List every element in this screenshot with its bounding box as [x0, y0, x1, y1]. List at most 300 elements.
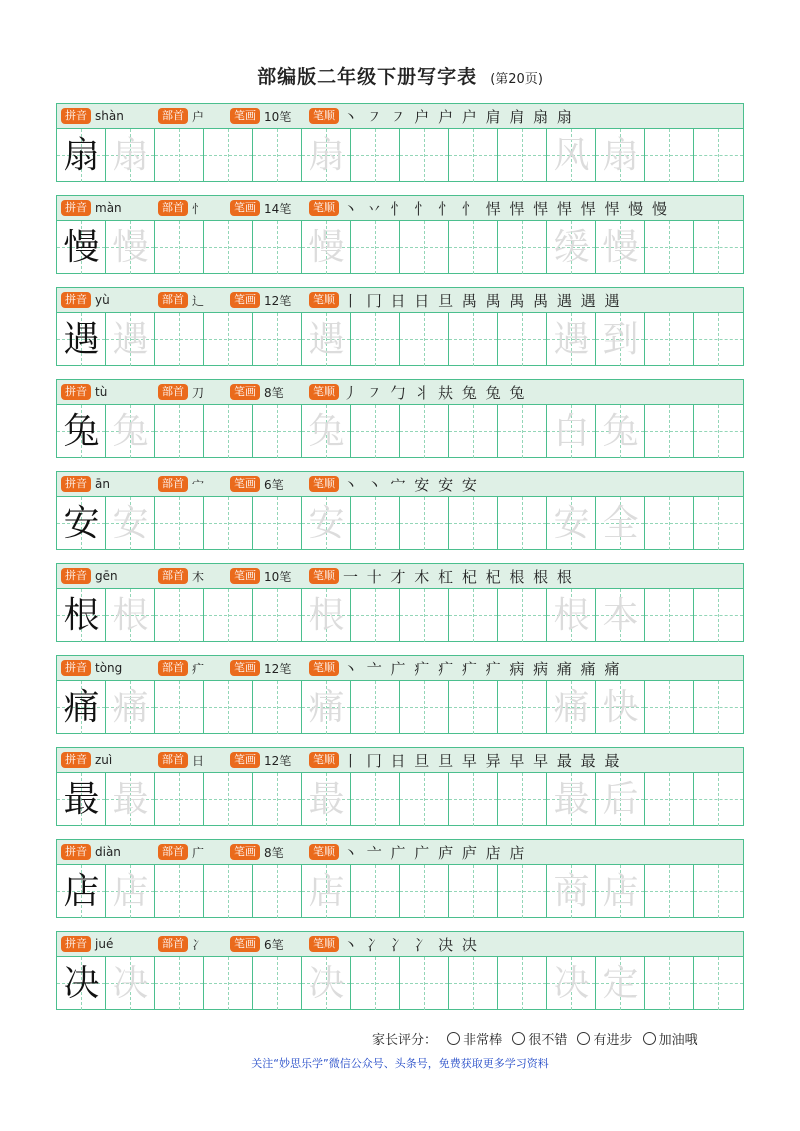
page-number: (第20页) — [490, 72, 543, 87]
pinyin-value: tòng — [95, 661, 123, 675]
writing-cell[interactable] — [596, 313, 645, 366]
word-character: 全 — [602, 503, 639, 544]
guide-line — [155, 247, 203, 248]
guide-line — [253, 799, 301, 800]
writing-cell[interactable] — [57, 221, 106, 274]
guide-line — [449, 707, 497, 708]
writing-cell[interactable] — [155, 313, 204, 366]
stroke-count-badge: 笔画 — [230, 936, 260, 952]
writing-cell[interactable] — [400, 497, 449, 550]
writing-cell[interactable] — [155, 773, 204, 826]
stroke-count-value: 6笔 — [264, 937, 284, 952]
word-character: 缓 — [553, 227, 590, 268]
guide-line — [449, 891, 497, 892]
writing-cell[interactable] — [547, 313, 596, 366]
pinyin-field — [61, 936, 113, 952]
writing-cell[interactable] — [155, 681, 204, 734]
page-title-bar — [0, 62, 800, 89]
stroke-order-value: 一 十 才 木 杠 杞 杞 根 根 根 — [343, 567, 574, 586]
trace-character: 遇 — [308, 319, 345, 360]
stroke-order-badge: 笔顺 — [309, 752, 339, 768]
writing-cell[interactable] — [351, 221, 400, 274]
writing-cell[interactable] — [498, 497, 547, 550]
guide-line — [351, 247, 399, 248]
writing-cell[interactable] — [253, 865, 302, 918]
guide-line — [204, 339, 252, 340]
pinyin-value: zuì — [95, 753, 113, 767]
writing-cell[interactable] — [645, 405, 694, 458]
writing-grid — [57, 497, 743, 550]
writing-cell[interactable] — [57, 865, 106, 918]
radical-field — [158, 844, 204, 860]
radio-circle-icon[interactable] — [447, 1032, 460, 1045]
writing-cell[interactable] — [645, 865, 694, 918]
rating-option[interactable]: 有进步 — [577, 1033, 632, 1048]
guide-line — [253, 707, 301, 708]
writing-cell[interactable] — [204, 773, 253, 826]
writing-cell[interactable] — [351, 865, 400, 918]
writing-cell[interactable] — [106, 405, 155, 458]
writing-cell[interactable] — [400, 405, 449, 458]
guide-line — [449, 431, 497, 432]
trace-character: 根 — [308, 595, 345, 636]
writing-cell[interactable] — [57, 957, 106, 1010]
writing-cell[interactable] — [155, 957, 204, 1010]
guide-line — [449, 983, 497, 984]
writing-cell[interactable] — [694, 957, 743, 1010]
guide-line — [351, 707, 399, 708]
guide-line — [253, 339, 301, 340]
writing-cell[interactable] — [204, 865, 253, 918]
writing-cell[interactable] — [645, 221, 694, 274]
word-character: 风 — [553, 135, 590, 176]
writing-cell[interactable] — [498, 313, 547, 366]
model-character: 兔 — [63, 411, 100, 452]
guide-line — [498, 891, 546, 892]
stroke-count-field — [230, 936, 284, 952]
radical-value: 日 — [192, 753, 205, 768]
writing-cell[interactable] — [302, 865, 351, 918]
writing-cell[interactable] — [694, 313, 743, 366]
writing-cell[interactable] — [204, 681, 253, 734]
guide-line — [694, 247, 743, 248]
writing-cell[interactable] — [400, 681, 449, 734]
guide-line — [155, 615, 203, 616]
writing-cell[interactable] — [302, 129, 351, 182]
trace-character: 最 — [308, 779, 345, 820]
word-character: 本 — [602, 595, 639, 636]
writing-cell[interactable] — [204, 405, 253, 458]
writing-cell[interactable] — [547, 681, 596, 734]
character-block — [56, 471, 744, 550]
radical-badge: 部首 — [158, 108, 188, 124]
character-info-header — [57, 656, 743, 681]
guide-line — [155, 891, 203, 892]
guide-line — [155, 339, 203, 340]
guide-line — [645, 339, 693, 340]
writing-cell[interactable] — [155, 129, 204, 182]
character-info-header — [57, 840, 743, 865]
writing-cell[interactable] — [302, 681, 351, 734]
guide-line — [253, 155, 301, 156]
word-character: 决 — [553, 963, 590, 1004]
guide-line — [694, 523, 743, 524]
writing-cell[interactable] — [57, 681, 106, 734]
trace-character: 扇 — [308, 135, 345, 176]
radical-value: 忄 — [192, 201, 205, 216]
character-block — [56, 563, 744, 642]
word-character: 白 — [553, 411, 590, 452]
writing-cell[interactable] — [400, 221, 449, 274]
pinyin-value: jué — [95, 937, 114, 951]
radical-badge: 部首 — [158, 476, 188, 492]
radical-field — [158, 384, 204, 400]
writing-cell[interactable] — [547, 221, 596, 274]
writing-cell[interactable] — [645, 497, 694, 550]
model-character: 决 — [63, 963, 100, 1004]
writing-cell[interactable] — [498, 405, 547, 458]
stroke-order-value: 丶 丶 宀 安 安 安 — [343, 475, 479, 494]
writing-cell[interactable] — [645, 681, 694, 734]
writing-cell[interactable] — [253, 405, 302, 458]
writing-cell[interactable] — [351, 129, 400, 182]
writing-cell[interactable] — [400, 773, 449, 826]
writing-cell[interactable] — [204, 129, 253, 182]
stroke-count-badge: 笔画 — [230, 108, 260, 124]
pinyin-badge: 拼音 — [61, 292, 91, 308]
character-block — [56, 747, 744, 826]
stroke-order-field — [309, 660, 621, 676]
writing-cell[interactable] — [694, 129, 743, 182]
writing-cell[interactable] — [596, 497, 645, 550]
writing-cell[interactable] — [449, 497, 498, 550]
character-info-header — [57, 472, 743, 497]
radio-circle-icon[interactable] — [643, 1032, 656, 1045]
writing-cell[interactable] — [498, 865, 547, 918]
guide-line — [645, 707, 693, 708]
writing-cell[interactable] — [645, 773, 694, 826]
writing-cell[interactable] — [106, 957, 155, 1010]
writing-cell[interactable] — [449, 313, 498, 366]
writing-cell[interactable] — [596, 589, 645, 642]
writing-cell[interactable] — [253, 497, 302, 550]
rating-option[interactable]: 很不错 — [512, 1033, 567, 1048]
guide-line — [351, 155, 399, 156]
pinyin-field — [61, 476, 110, 492]
writing-cell[interactable] — [106, 221, 155, 274]
writing-cell[interactable] — [351, 773, 400, 826]
guide-line — [694, 431, 743, 432]
pinyin-badge: 拼音 — [61, 660, 91, 676]
stroke-order-field — [309, 200, 669, 216]
writing-cell[interactable] — [302, 405, 351, 458]
writing-cell[interactable] — [694, 865, 743, 918]
writing-cell[interactable] — [302, 221, 351, 274]
trace-character: 慢 — [112, 227, 149, 268]
word-character: 兔 — [602, 411, 639, 452]
writing-cell[interactable] — [449, 773, 498, 826]
guide-line — [694, 155, 743, 156]
radical-badge: 部首 — [158, 936, 188, 952]
writing-cell[interactable] — [547, 589, 596, 642]
stroke-count-value: 8笔 — [264, 385, 284, 400]
writing-cell[interactable] — [253, 773, 302, 826]
guide-line — [351, 891, 399, 892]
guide-line — [155, 431, 203, 432]
model-character: 痛 — [63, 687, 100, 728]
writing-cell[interactable] — [253, 313, 302, 366]
writing-cell[interactable] — [253, 957, 302, 1010]
writing-grid — [57, 957, 743, 1010]
guide-line — [400, 523, 448, 524]
pinyin-badge: 拼音 — [61, 200, 91, 216]
radical-field — [158, 752, 204, 768]
word-character: 定 — [602, 963, 639, 1004]
guide-line — [400, 155, 448, 156]
writing-cell[interactable] — [302, 589, 351, 642]
radical-value: 木 — [192, 569, 205, 584]
writing-grid — [57, 313, 743, 366]
guide-line — [204, 615, 252, 616]
pinyin-badge: 拼音 — [61, 108, 91, 124]
writing-cell[interactable] — [547, 773, 596, 826]
guide-line — [449, 799, 497, 800]
word-character: 商 — [553, 871, 590, 912]
writing-cell[interactable] — [645, 589, 694, 642]
writing-cell[interactable] — [449, 865, 498, 918]
stroke-count-field — [230, 476, 284, 492]
pinyin-value: ān — [95, 477, 110, 491]
guide-line — [498, 431, 546, 432]
writing-cell[interactable] — [596, 865, 645, 918]
guide-line — [400, 707, 448, 708]
guide-line — [253, 523, 301, 524]
writing-cell[interactable] — [449, 129, 498, 182]
writing-cell[interactable] — [498, 681, 547, 734]
writing-cell[interactable] — [400, 589, 449, 642]
writing-cell[interactable] — [400, 957, 449, 1010]
word-character: 扇 — [602, 135, 639, 176]
model-character: 安 — [63, 503, 100, 544]
writing-cell[interactable] — [449, 221, 498, 274]
writing-cell[interactable] — [547, 957, 596, 1010]
writing-cell[interactable] — [57, 313, 106, 366]
pinyin-badge: 拼音 — [61, 384, 91, 400]
writing-cell[interactable] — [351, 681, 400, 734]
word-character: 遇 — [553, 319, 590, 360]
writing-cell[interactable] — [155, 221, 204, 274]
guide-line — [204, 707, 252, 708]
writing-cell[interactable] — [547, 497, 596, 550]
stroke-count-field — [230, 200, 291, 216]
writing-cell[interactable] — [106, 865, 155, 918]
writing-cell[interactable] — [498, 129, 547, 182]
guide-line — [694, 891, 743, 892]
guide-line — [253, 983, 301, 984]
writing-cell[interactable] — [155, 405, 204, 458]
stroke-order-field — [309, 476, 479, 492]
word-character: 最 — [553, 779, 590, 820]
writing-cell[interactable] — [449, 681, 498, 734]
writing-cell[interactable] — [596, 405, 645, 458]
writing-cell[interactable] — [498, 221, 547, 274]
stroke-order-badge: 笔顺 — [309, 568, 339, 584]
writing-cell[interactable] — [351, 497, 400, 550]
writing-cell[interactable] — [57, 129, 106, 182]
writing-cell[interactable] — [351, 313, 400, 366]
word-character: 后 — [602, 779, 639, 820]
stroke-order-value: 丶 亠 广 疒 疒 疒 疒 病 病 痛 痛 痛 — [343, 659, 622, 678]
writing-cell[interactable] — [351, 405, 400, 458]
writing-cell[interactable] — [57, 497, 106, 550]
guide-line — [253, 247, 301, 248]
guide-line — [694, 983, 743, 984]
writing-cell[interactable] — [449, 957, 498, 1010]
writing-cell[interactable] — [302, 957, 351, 1010]
guide-line — [449, 247, 497, 248]
writing-cell[interactable] — [596, 773, 645, 826]
writing-cell[interactable] — [596, 957, 645, 1010]
guide-line — [155, 155, 203, 156]
guide-line — [253, 615, 301, 616]
writing-cell[interactable] — [547, 405, 596, 458]
pinyin-badge: 拼音 — [61, 476, 91, 492]
writing-cell[interactable] — [351, 957, 400, 1010]
writing-cell[interactable] — [596, 221, 645, 274]
writing-cell[interactable] — [694, 773, 743, 826]
word-character: 快 — [602, 687, 639, 728]
pinyin-value: màn — [95, 201, 122, 215]
guide-line — [449, 615, 497, 616]
writing-cell[interactable] — [253, 129, 302, 182]
trace-character: 根 — [112, 595, 149, 636]
writing-cell[interactable] — [645, 957, 694, 1010]
writing-cell[interactable] — [204, 221, 253, 274]
stroke-count-field — [230, 568, 291, 584]
pinyin-value: yù — [95, 293, 110, 307]
radical-badge: 部首 — [158, 384, 188, 400]
guide-line — [645, 799, 693, 800]
writing-cell[interactable] — [204, 957, 253, 1010]
writing-cell[interactable] — [645, 129, 694, 182]
stroke-count-badge: 笔画 — [230, 568, 260, 584]
guide-line — [351, 799, 399, 800]
writing-cell[interactable] — [547, 129, 596, 182]
guide-line — [400, 339, 448, 340]
guide-line — [155, 983, 203, 984]
word-character: 店 — [602, 871, 639, 912]
writing-cell[interactable] — [547, 865, 596, 918]
radical-field — [158, 568, 204, 584]
writing-cell[interactable] — [57, 773, 106, 826]
writing-cell[interactable] — [204, 589, 253, 642]
writing-cell[interactable] — [106, 497, 155, 550]
trace-character: 店 — [112, 871, 149, 912]
guide-line — [400, 615, 448, 616]
character-info-header — [57, 932, 743, 957]
writing-cell[interactable] — [106, 313, 155, 366]
writing-cell[interactable] — [204, 313, 253, 366]
writing-cell[interactable] — [302, 773, 351, 826]
character-block — [56, 839, 744, 918]
writing-cell[interactable] — [694, 681, 743, 734]
word-character: 慢 — [602, 227, 639, 268]
guide-line — [645, 615, 693, 616]
writing-cell[interactable] — [694, 221, 743, 274]
writing-cell[interactable] — [449, 405, 498, 458]
writing-grid — [57, 405, 743, 458]
pinyin-field — [61, 660, 122, 676]
writing-grid — [57, 681, 743, 734]
writing-cell[interactable] — [253, 221, 302, 274]
radical-field — [158, 660, 204, 676]
radio-circle-icon[interactable] — [577, 1032, 590, 1045]
writing-cell[interactable] — [106, 589, 155, 642]
stroke-order-badge: 笔顺 — [309, 844, 339, 860]
stroke-order-value: 丶 丷 忄 忄 忄 忄 悍 悍 悍 悍 悍 悍 慢 慢 — [343, 199, 669, 218]
radio-circle-icon[interactable] — [512, 1032, 525, 1045]
writing-cell[interactable] — [596, 129, 645, 182]
guide-line — [498, 523, 546, 524]
trace-character: 慢 — [308, 227, 345, 268]
writing-cell[interactable] — [155, 865, 204, 918]
stroke-count-value: 8笔 — [264, 845, 284, 860]
stroke-count-field — [230, 844, 284, 860]
stroke-order-value: 丨 冂 日 日 旦 禺 禺 禺 禺 遇 遇 遇 — [343, 291, 622, 310]
writing-cell[interactable] — [253, 681, 302, 734]
writing-cell[interactable] — [498, 773, 547, 826]
writing-cell[interactable] — [498, 589, 547, 642]
radical-field — [158, 936, 204, 952]
writing-cell[interactable] — [694, 497, 743, 550]
stroke-count-badge: 笔画 — [230, 200, 260, 216]
writing-cell[interactable] — [302, 497, 351, 550]
guide-line — [155, 799, 203, 800]
writing-cell[interactable] — [302, 313, 351, 366]
writing-cell[interactable] — [449, 589, 498, 642]
writing-cell[interactable] — [694, 405, 743, 458]
writing-cell[interactable] — [596, 681, 645, 734]
stroke-order-value: 丿 ㇇ 勹 丬 㚘 兔 兔 兔 — [343, 383, 527, 402]
guide-line — [694, 799, 743, 800]
guide-line — [204, 155, 252, 156]
writing-cell[interactable] — [498, 957, 547, 1010]
stroke-order-field — [309, 844, 526, 860]
pinyin-badge: 拼音 — [61, 936, 91, 952]
writing-cell[interactable] — [253, 589, 302, 642]
guide-line — [498, 247, 546, 248]
radical-field — [158, 200, 204, 216]
writing-cell[interactable] — [106, 681, 155, 734]
rating-option[interactable]: 加油哦 — [643, 1033, 698, 1048]
pinyin-field — [61, 108, 124, 124]
rating-label: 家长评分： — [372, 1033, 438, 1048]
writing-cell[interactable] — [106, 129, 155, 182]
writing-cell[interactable] — [155, 497, 204, 550]
writing-cell[interactable] — [400, 313, 449, 366]
writing-cell[interactable] — [204, 497, 253, 550]
writing-cell[interactable] — [155, 589, 204, 642]
writing-cell[interactable] — [57, 589, 106, 642]
writing-cell[interactable] — [106, 773, 155, 826]
writing-cell[interactable] — [400, 129, 449, 182]
writing-cell[interactable] — [694, 589, 743, 642]
writing-cell[interactable] — [400, 865, 449, 918]
rating-option[interactable]: 非常棒 — [447, 1033, 502, 1048]
writing-cell[interactable] — [57, 405, 106, 458]
writing-cell[interactable] — [351, 589, 400, 642]
writing-cell[interactable] — [645, 313, 694, 366]
